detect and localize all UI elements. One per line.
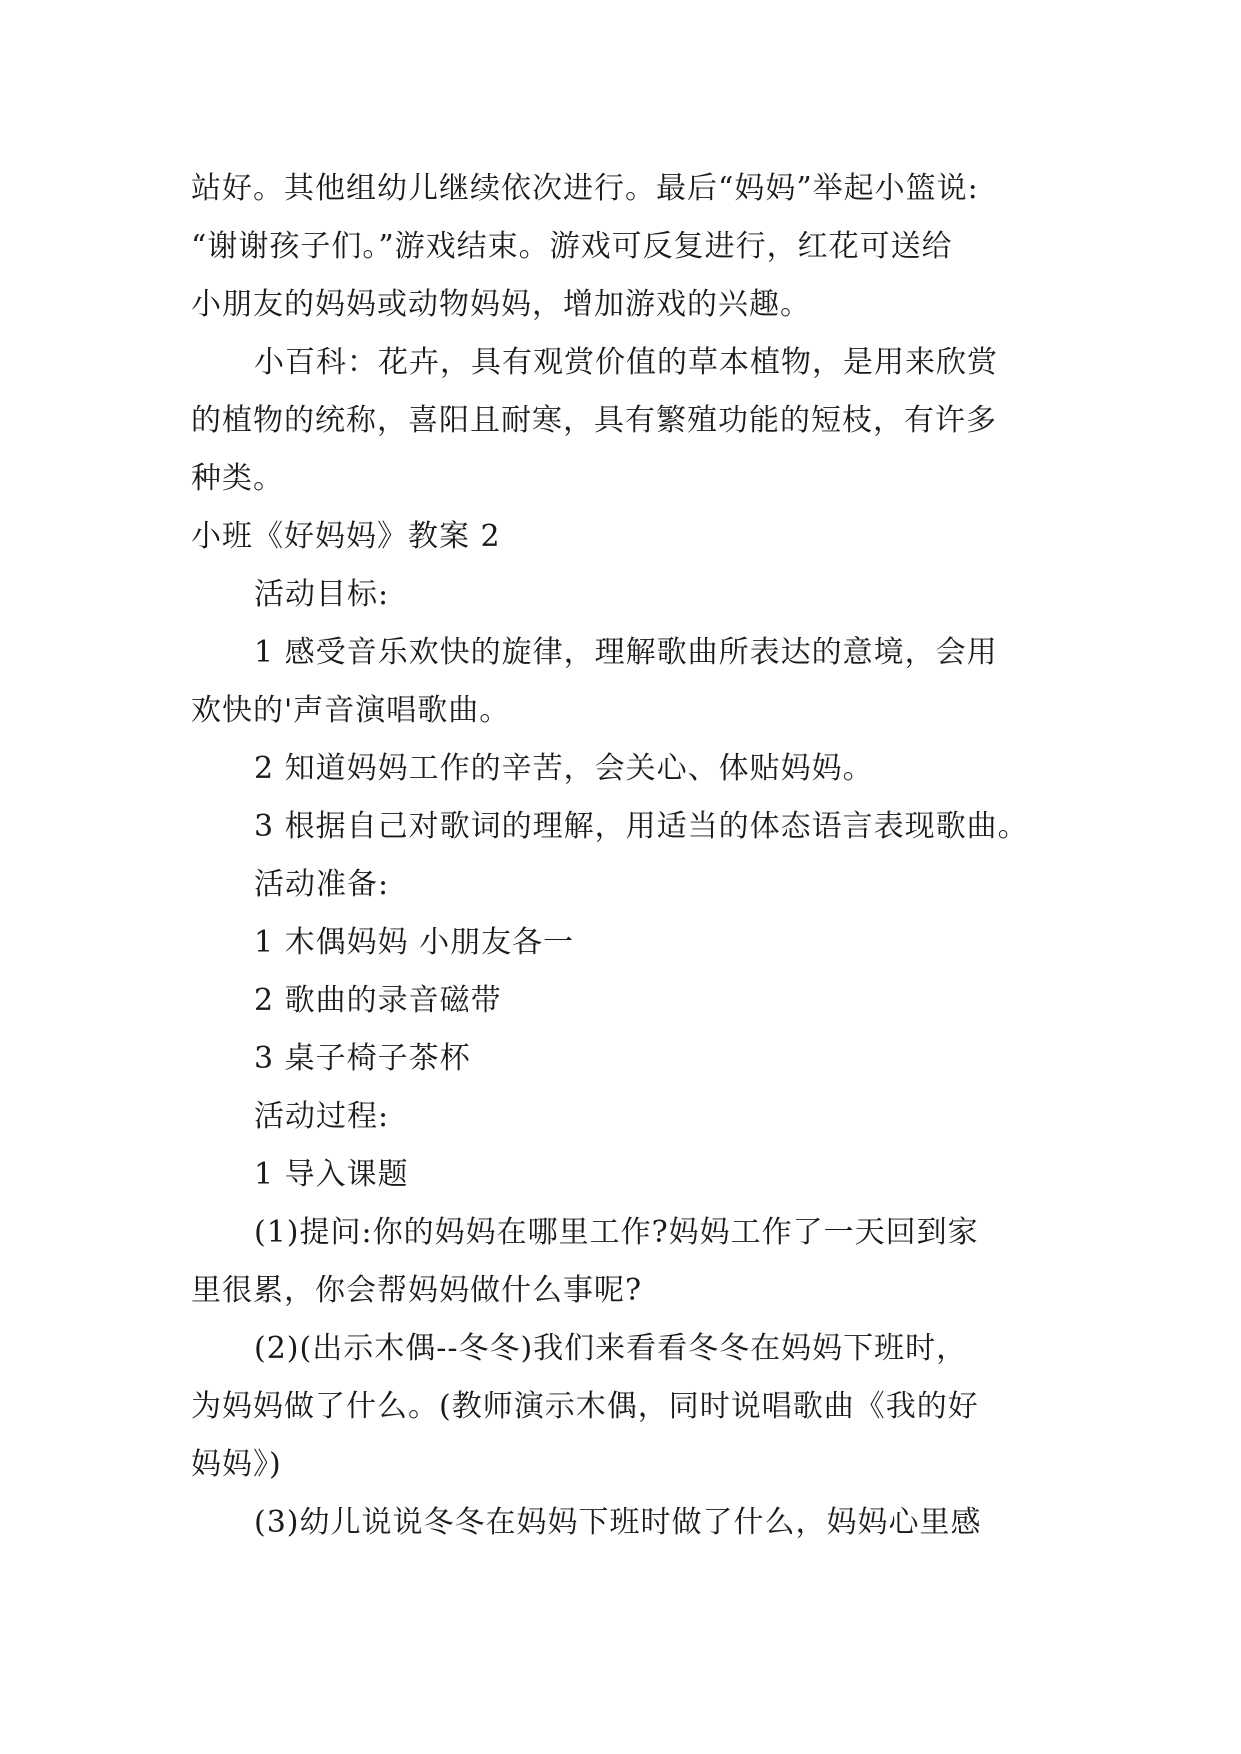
text-line: 1 木偶妈妈 小朋友各一 bbox=[254, 925, 575, 960]
text-line: 2 歌曲的录音磁带 bbox=[254, 983, 502, 1018]
text-line: “谢谢孩子们。”游戏结束。游戏可反复进行，红花可送给 bbox=[191, 229, 953, 264]
text-line: 活动过程: bbox=[254, 1099, 390, 1134]
text-line: 小朋友的妈妈或动物妈妈，增加游戏的兴趣。 bbox=[191, 287, 811, 322]
text-line: 里很累，你会帮妈妈做什么事呢? bbox=[191, 1273, 643, 1308]
text-line: 站好。其他组幼儿继续依次进行。最后“妈妈”举起小篮说: bbox=[191, 171, 979, 206]
text-line: 小百科：花卉，具有观赏价值的草本植物，是用来欣赏 bbox=[254, 345, 998, 380]
text-line: 2 知道妈妈工作的辛苦，会关心、体贴妈妈。 bbox=[254, 751, 874, 786]
text-line: (2)(出示木偶--冬冬)我们来看看冬冬在妈妈下班时， bbox=[254, 1331, 968, 1366]
document-body bbox=[191, 160, 1071, 1552]
text-line: (3)幼儿说说冬冬在妈妈下班时做了什么，妈妈心里感 bbox=[254, 1505, 982, 1540]
text-line: 1 感受音乐欢快的旋律，理解歌曲所表达的意境，会用 bbox=[254, 635, 998, 670]
text-line: 欢快的'声音演唱歌曲。 bbox=[191, 693, 511, 728]
text-line: (1)提问:你的妈妈在哪里工作?妈妈工作了一天回到家 bbox=[254, 1215, 979, 1250]
text-line: 活动目标: bbox=[254, 577, 390, 612]
text-line: 活动准备: bbox=[254, 867, 390, 902]
text-line: 为妈妈做了什么。(教师演示木偶，同时说唱歌曲《我的好 bbox=[191, 1389, 979, 1424]
text-line: 的植物的统称，喜阳且耐寒，具有繁殖功能的短枝，有许多 bbox=[191, 403, 997, 438]
text-line: 种类。 bbox=[191, 461, 284, 496]
text-line: 3 根据自己对歌词的理解，用适当的体态语言表现歌曲。 bbox=[254, 809, 1029, 844]
text-line: 1 导入课题 bbox=[254, 1157, 409, 1192]
text-line: 妈妈》) bbox=[191, 1447, 282, 1482]
text-line: 3 桌子椅子茶杯 bbox=[254, 1041, 471, 1076]
section-heading: 小班《好妈妈》教案 2 bbox=[191, 519, 501, 554]
